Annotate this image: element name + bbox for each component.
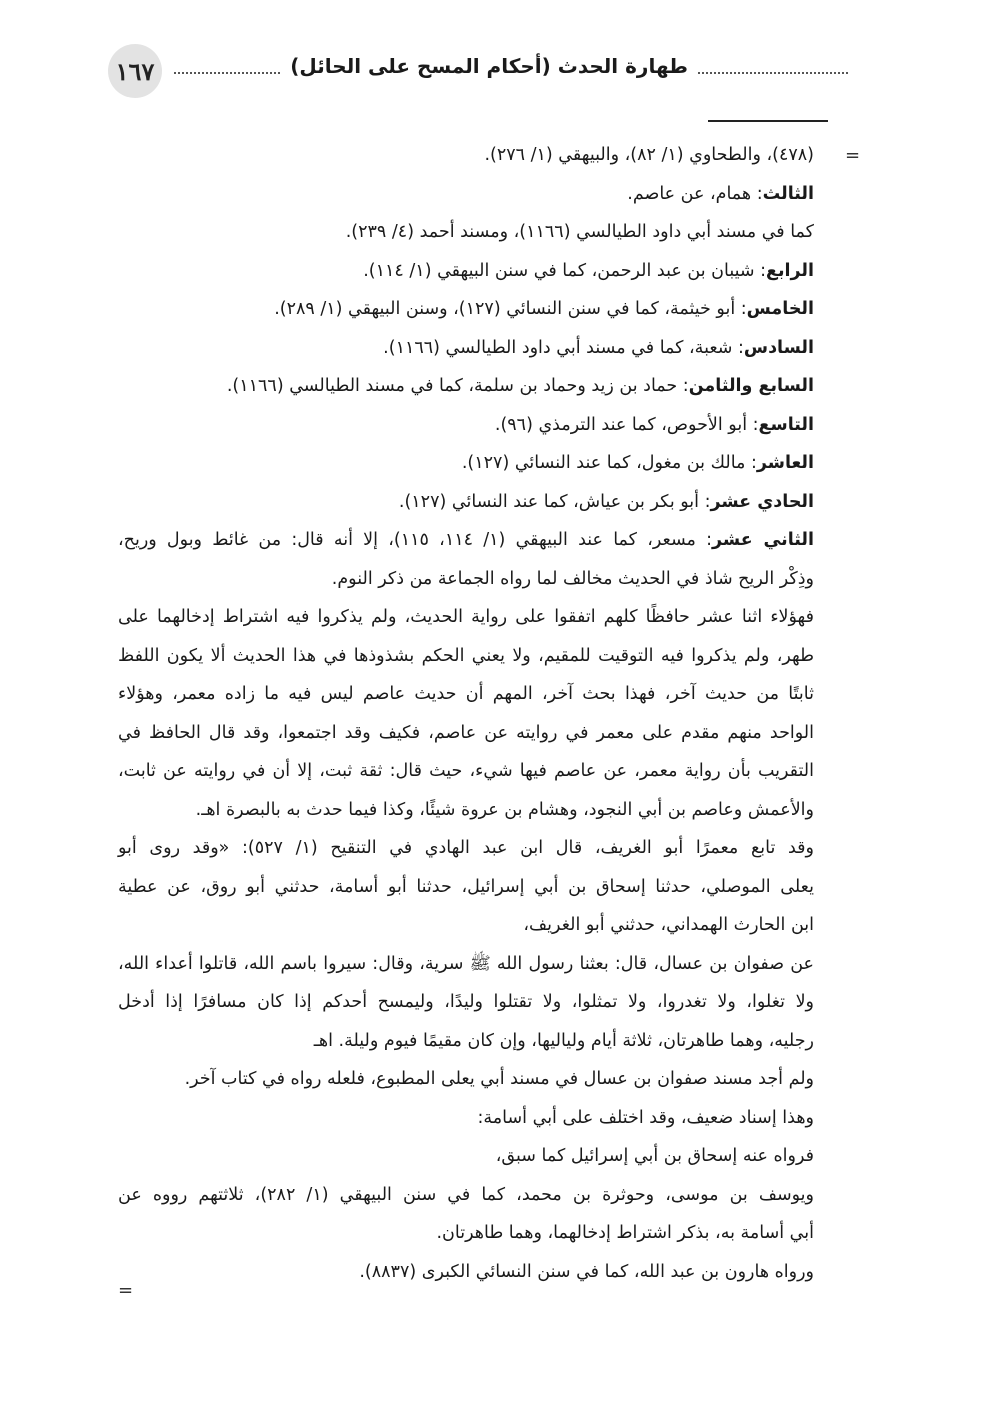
text-line	[118, 1253, 814, 1292]
line-text: : أبو الأحوص، كما عند الترمذي (٩٦).	[494, 414, 759, 435]
text-line	[118, 136, 814, 175]
line-text: عن صفوان بن عسال، قال: بعثنا رسول الله ﷺ سرية، وقال: سيروا باسم الله، قاتلوا أعداء الله،	[118, 953, 814, 974]
narrator-label: التاسع	[758, 414, 814, 435]
line-text: ابن الحارث الهمداني، حدثني أبو الغريف،	[523, 915, 814, 935]
footnote-body	[118, 136, 814, 1291]
text-line	[118, 1176, 814, 1215]
line-text: : حماد بن زيد وحماد بن سلمة، كما في مسند الطيالسي (١١٦٦).	[226, 376, 689, 396]
text-line	[118, 1022, 814, 1061]
line-text: التقريب بأن رواية معمر، عن عاصم فيها شيء، حيث قال: ثقة ثبت، إلا أن في روايته عن ثابت،	[118, 761, 814, 781]
text-line	[118, 637, 814, 676]
line-text: فهؤلاء اثنا عشر حافظًا كلهم اتفقوا على رواية الحديث، ولم يذكروا فيه اشتراط إدخالهما على	[118, 607, 814, 627]
running-title-row	[174, 54, 848, 78]
line-text: : أبو خيثمة، كما في سنن النسائي (١٢٧)، وسنن البيهقي (١/ ٢٨٩).	[274, 299, 747, 319]
continuation-marker-bottom: =	[118, 1280, 134, 1301]
narrator-label: الحادي عشر	[710, 491, 814, 512]
text-line	[118, 906, 814, 945]
line-text: ثابتًا من حديث آخر، فهذا بحث آخر، المهم أن حديث عاصم ليس فيه ما زاده معمر، وهؤلاء	[118, 684, 814, 704]
text-line	[118, 367, 814, 406]
text-line	[118, 444, 814, 483]
text-line	[118, 1099, 814, 1138]
line-text: طهر، ولم يذكروا فيه التوقيت للمقيم، ولا يعني الحكم بشذوذها في هذا الحديث ألا يكون اللفظ	[118, 645, 814, 666]
line-text: والأعمش وعاصم بن أبي النجود، وهشام بن عروة شيئًا، وكذا فيما حدث به بالبصرة اهـ.	[195, 799, 814, 820]
text-line	[118, 714, 814, 753]
text-line	[118, 1137, 814, 1176]
text-line	[118, 598, 814, 637]
text-line	[118, 983, 814, 1022]
line-text: رجليه، وهما طاهرتان، ثلاثة أيام ولياليها، وإن كان مقيمًا فيوم وليلة. اهـ	[313, 1030, 814, 1051]
narrator-label: الثاني عشر	[712, 530, 815, 550]
line-text: ولم أجد مسند صفوان بن عسال في مسند أبي يعلى المطبوع، فلعله رواه في كتاب آخر.	[184, 1069, 814, 1089]
running-title: طهارة الحدث (أحكام المسح على الحائل)	[290, 54, 688, 78]
line-text: الواحد منهم مقدم على معمر في روايته عن عاصم، فكيف وقد اجتمعوا، وقد قال الحافظ في	[118, 722, 814, 743]
text-line	[118, 252, 814, 291]
line-text: يعلى الموصلي، حدثنا إسحاق بن أبي إسرائيل، حدثنا أبو أسامة، حدثني أبو روق، عن عطية	[118, 876, 814, 897]
text-line	[118, 521, 814, 560]
text-line	[118, 675, 814, 714]
text-line	[118, 1214, 814, 1253]
line-text: : شيبان بن عبد الرحمن، كما في سنن البيهقي (١/ ١١٤).	[363, 260, 767, 281]
page-header	[108, 40, 848, 96]
narrator-label: الثالث	[762, 183, 814, 204]
text-line	[118, 560, 814, 599]
text-line	[118, 791, 814, 830]
narrator-label: الخامس	[746, 299, 814, 319]
title-leader-right	[698, 58, 848, 74]
text-line	[118, 868, 814, 907]
narrator-label: السادس	[743, 337, 814, 358]
line-text: ورواه هارون بن عبد الله، كما في سنن النسائي الكبرى (٨٨٣٧).	[359, 1261, 814, 1282]
line-text: وقد تابع معمرًا أبو الغريف، قال ابن عبد الهادي في التنقيح (١/ ٥٢٧): «وقد روى أبو	[118, 838, 814, 858]
text-line	[118, 175, 814, 214]
line-text: ولا تغلوا، ولا تغدروا، ولا تمثلوا، ولا تقتلوا وليدًا، وليمسح أحدكم إذا كان مسافرًا إذا أدخل	[118, 992, 814, 1012]
line-text: : مسعر، كما عند البيهقي (١/ ١١٤، ١١٥)، إلا أنه قال: من غائط وبول وريح،	[118, 530, 713, 550]
text-line	[118, 1060, 814, 1099]
text-line	[118, 829, 814, 868]
line-text: : همام، عن عاصم.	[627, 183, 763, 204]
line-text: كما في مسند أبي داود الطيالسي (١١٦٦)، ومسند أحمد (٤/ ٢٣٩).	[345, 222, 814, 242]
line-text: (٤٧٨)، والطحاوي (١/ ٨٢)، والبيهقي (١/ ٢٧٦).	[484, 145, 814, 165]
line-text: وهذا إسناد ضعيف، وقد اختلف على أبي أسامة:	[477, 1107, 814, 1128]
text-line	[118, 213, 814, 252]
narrator-label: الرابع	[766, 260, 814, 281]
page-number: ١٦٧	[108, 44, 162, 98]
footnote-divider	[708, 120, 828, 122]
text-line	[118, 945, 814, 984]
line-text: وذِكْر الريح شاذ في الحديث مخالف لما رواه الجماعة من ذكر النوم.	[331, 568, 814, 589]
continuation-marker-top: =	[845, 145, 861, 166]
text-line	[118, 290, 814, 329]
line-text: فرواه عنه إسحاق بن أبي إسرائيل كما سبق،	[495, 1146, 814, 1166]
line-text: أبي أسامة به، بذكر اشتراط إدخالهما، وهما طاهرتان.	[436, 1223, 814, 1243]
text-line	[118, 752, 814, 791]
text-line	[118, 406, 814, 445]
line-text: : شعبة، كما في مسند أبي داود الطيالسي (١١٦٦).	[383, 337, 744, 358]
text-line	[118, 483, 814, 522]
narrator-label: العاشر	[756, 453, 814, 473]
line-text: ويوسف بن موسى، وحوثرة بن محمد، كما في سنن البيهقي (١/ ٢٨٢)، ثلاثتهم رووه عن	[118, 1184, 814, 1205]
text-line	[118, 329, 814, 368]
narrator-label: السابع والثامن	[688, 376, 814, 396]
line-text: : أبو بكر بن عياش، كما عند النسائي (١٢٧).	[398, 491, 711, 512]
line-text: : مالك بن مغول، كما عند النسائي (١٢٧).	[461, 453, 757, 473]
title-leader-left	[174, 58, 280, 74]
